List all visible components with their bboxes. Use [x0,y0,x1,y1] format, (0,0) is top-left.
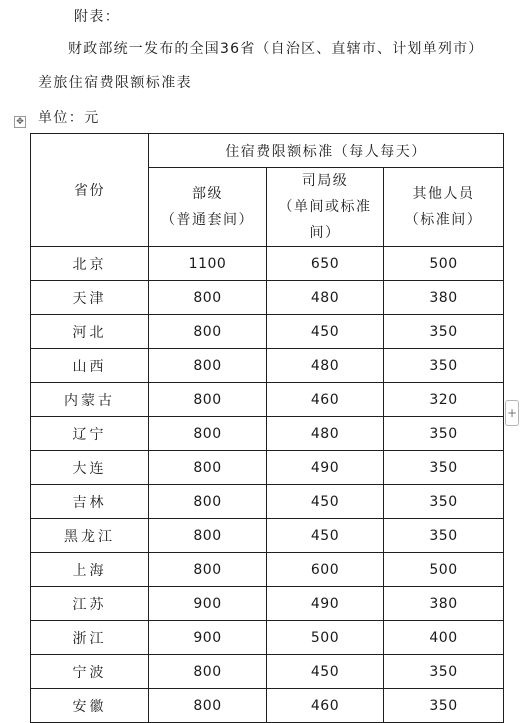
amount-cell: 460 [267,689,384,723]
amount-cell: 500 [267,621,384,655]
province-cell: 河北 [31,315,149,349]
amount-cell: 500 [384,553,504,587]
amount-cell: 350 [384,655,504,689]
group-column-header: 住宿费限额标准（每人每天） [149,134,504,168]
amount-cell: 450 [267,519,384,553]
amount-cell: 350 [384,451,504,485]
amount-cell: 350 [384,417,504,451]
column-header-label: 部级 [192,186,223,202]
amount-cell: 480 [267,349,384,383]
province-cell: 山西 [31,349,149,383]
table-row [31,587,504,621]
document-title: 差旅住宿费限额标准表 [38,75,192,91]
table-row [31,451,504,485]
table-row [31,247,504,281]
amount-cell: 350 [384,315,504,349]
table-row [31,553,504,587]
amount-cell: 800 [149,383,267,417]
province-column-header: 省份 [31,134,149,247]
amount-cell: 800 [149,485,267,519]
appendix-label: 附表： [74,9,121,25]
amount-cell: 480 [267,417,384,451]
amount-cell: 350 [384,519,504,553]
amount-cell: 400 [384,621,504,655]
lodging-standard-table [30,133,504,723]
amount-cell: 350 [384,485,504,519]
province-cell: 北京 [31,247,149,281]
table-row [31,281,504,315]
amount-cell: 800 [149,451,267,485]
amount-cell: 450 [267,485,384,519]
header-row-1 [31,134,504,168]
amount-cell: 460 [267,383,384,417]
amount-cell: 500 [384,247,504,281]
column-header-label: 其他人员 [412,186,475,202]
amount-cell: 380 [384,281,504,315]
province-cell: 黑龙江 [31,519,149,553]
amount-cell: 800 [149,281,267,315]
amount-cell: 450 [267,315,384,349]
column-header-bureau [267,168,384,247]
amount-cell: 800 [149,349,267,383]
table-row [31,689,504,723]
amount-cell: 490 [267,451,384,485]
amount-cell: 480 [267,281,384,315]
amount-cell: 800 [149,519,267,553]
unit-label: 单位：元 [38,110,100,126]
column-header-sublabel: （单间或标准间） [278,199,372,241]
table-row [31,417,504,451]
amount-cell: 350 [384,689,504,723]
amount-cell: 1100 [149,247,267,281]
table-row [31,655,504,689]
move-cross-icon[interactable]: ✥ [14,116,26,128]
column-header-ministerial [149,168,267,247]
table-row [31,349,504,383]
amount-cell: 800 [149,315,267,349]
amount-cell: 800 [149,553,267,587]
province-cell: 上海 [31,553,149,587]
intro-line-1: 财政部统一发布的全国36省（自治区、直辖市、计划单列市） [68,41,484,57]
province-cell: 天津 [31,281,149,315]
province-cell: 吉林 [31,485,149,519]
amount-cell: 380 [384,587,504,621]
table-row [31,485,504,519]
amount-cell: 600 [267,553,384,587]
amount-cell: 800 [149,689,267,723]
province-cell: 安徽 [31,689,149,723]
province-cell: 大连 [31,451,149,485]
amount-cell: 350 [384,349,504,383]
amount-cell: 650 [267,247,384,281]
province-cell: 辽宁 [31,417,149,451]
province-cell: 内蒙古 [31,383,149,417]
column-header-label: 司局级 [301,173,349,189]
province-cell: 江苏 [31,587,149,621]
table-row [31,315,504,349]
amount-cell: 900 [149,587,267,621]
column-header-sublabel: （普通套间） [161,212,254,228]
column-header-others [384,168,504,247]
province-cell: 浙江 [31,621,149,655]
amount-cell: 450 [267,655,384,689]
table-row [31,519,504,553]
amount-cell: 490 [267,587,384,621]
plus-icon[interactable]: + [505,400,519,426]
table-row [31,383,504,417]
column-header-sublabel: （标准间） [404,212,483,228]
amount-cell: 800 [149,655,267,689]
table-row [31,621,504,655]
amount-cell: 800 [149,417,267,451]
province-cell: 宁波 [31,655,149,689]
amount-cell: 900 [149,621,267,655]
amount-cell: 320 [384,383,504,417]
